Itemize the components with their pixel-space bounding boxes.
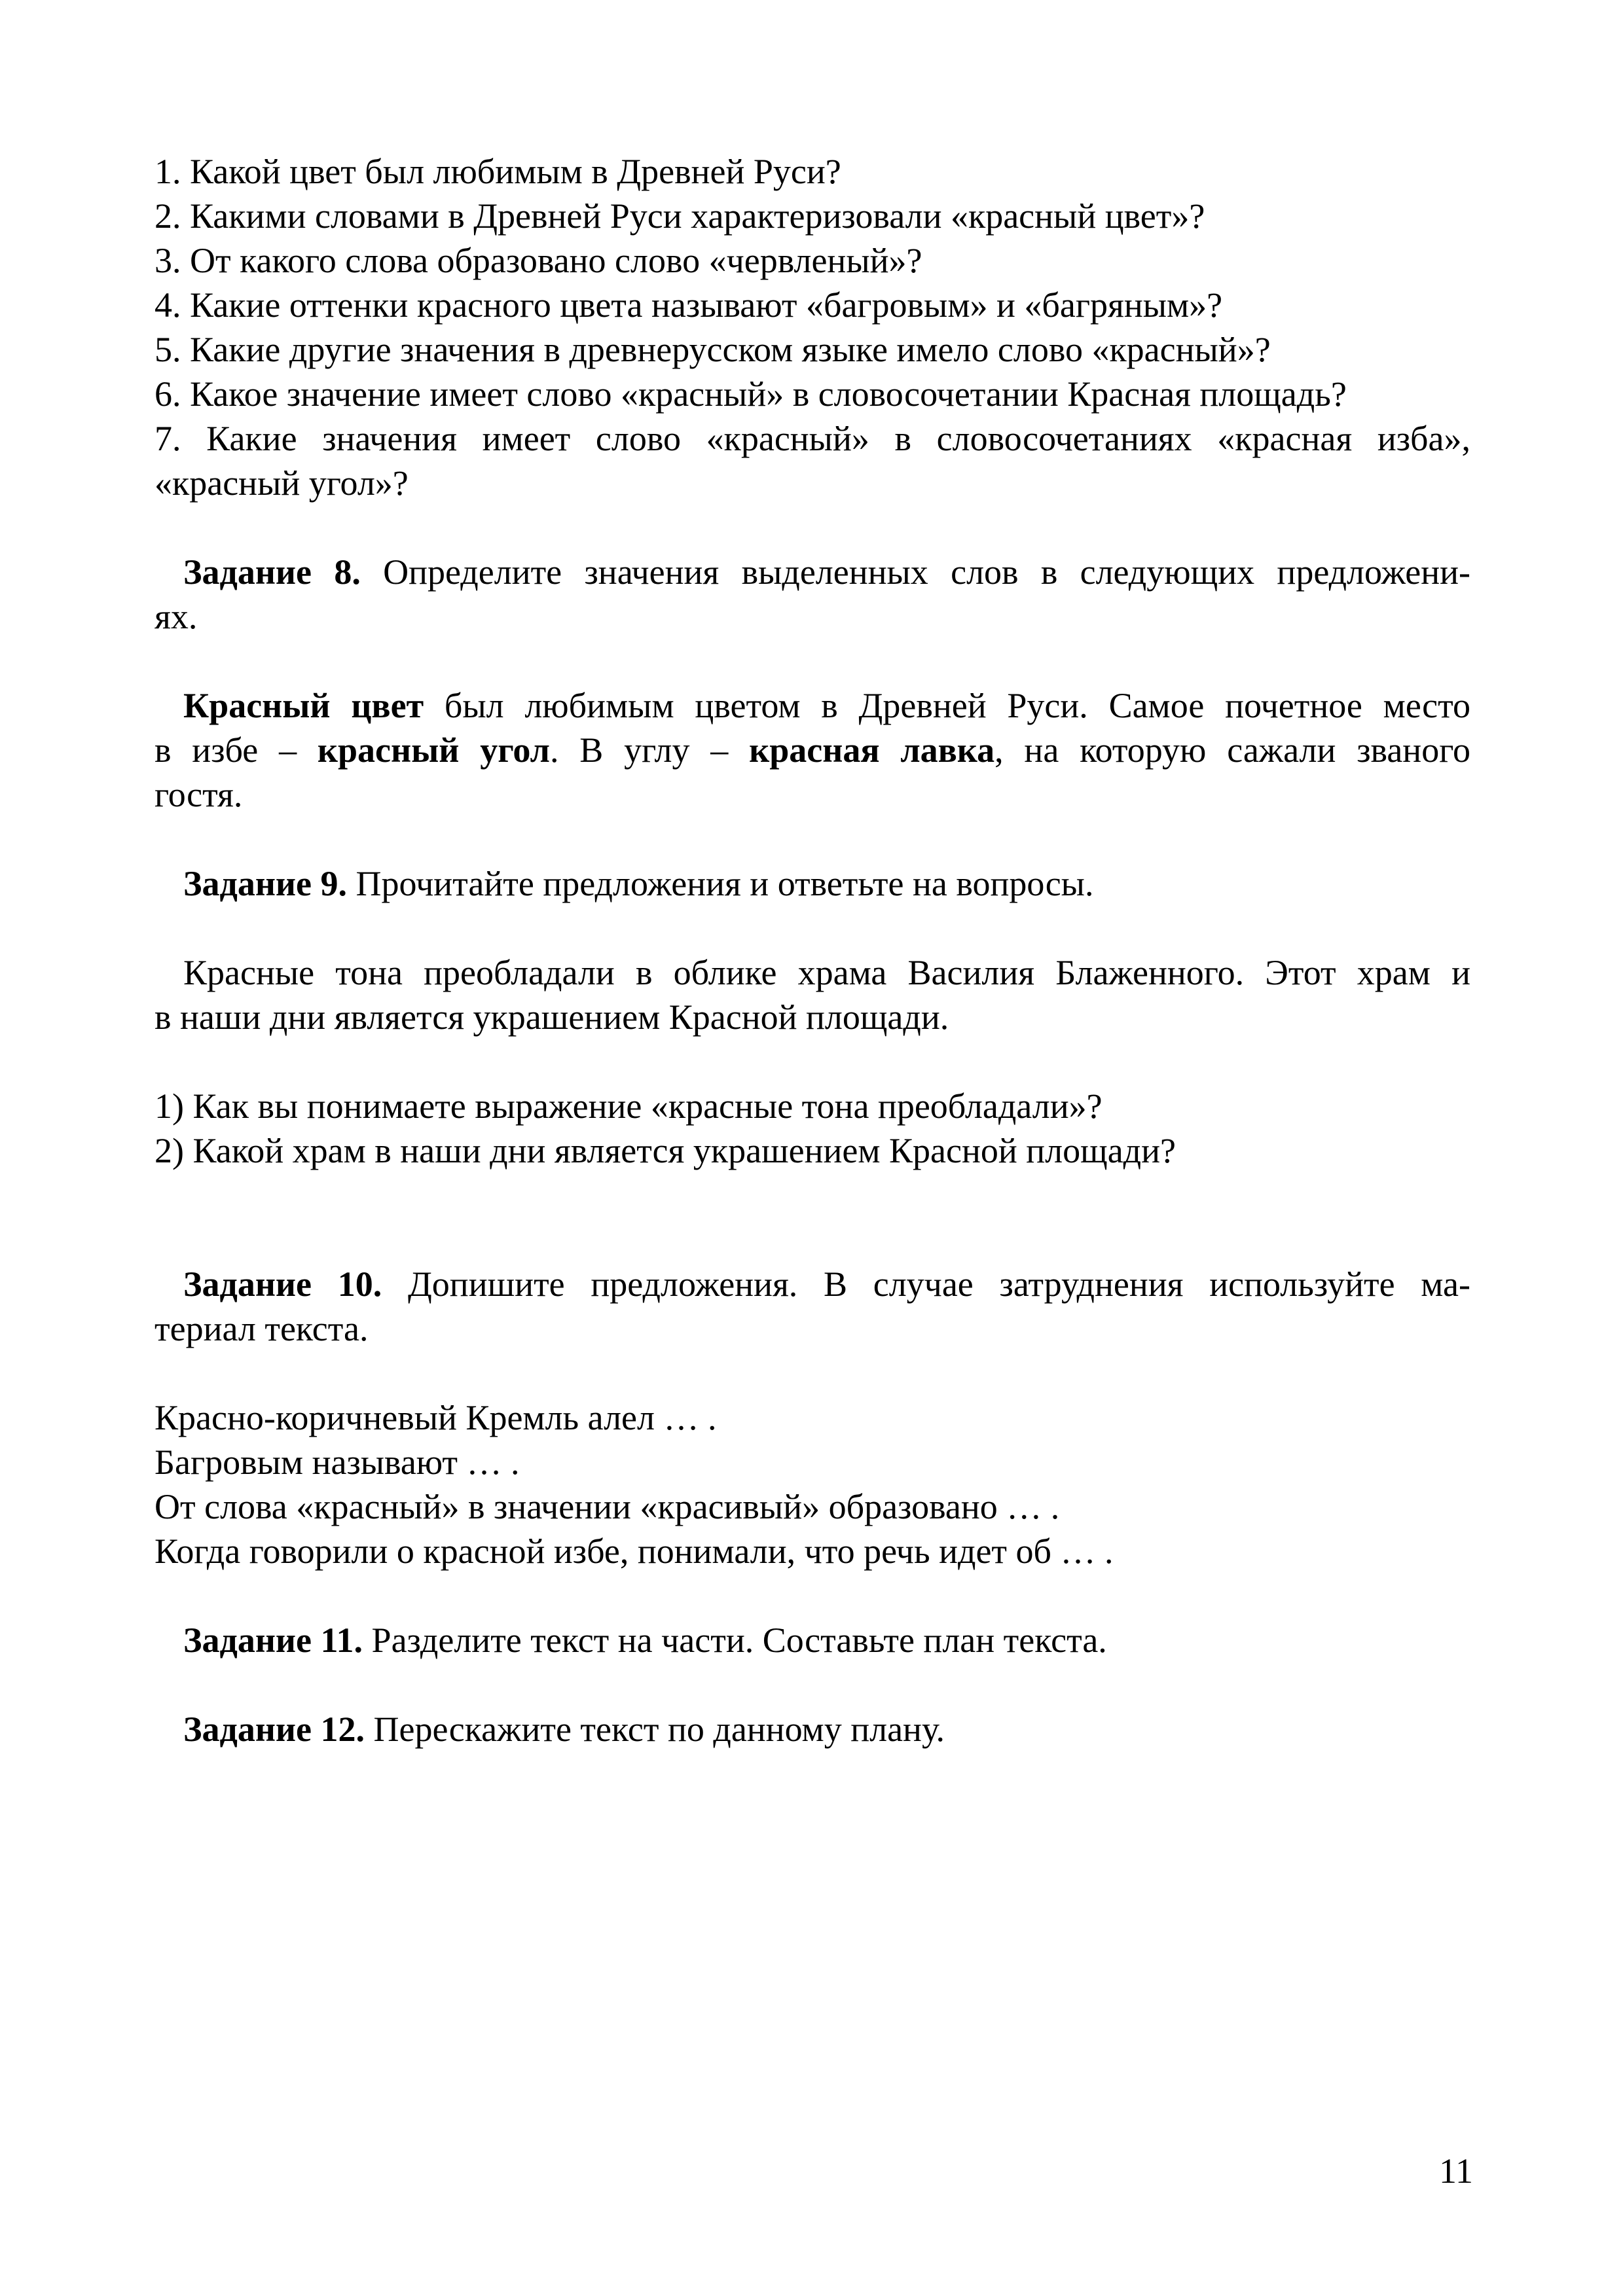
paragraph-9-line-1: Красные тона преобладали в облике храма Василия Блаженного. Этот храм и: [183, 953, 1470, 992]
task-10-text: Допишите предложения. В случае затруднения используйте ма-: [382, 1265, 1471, 1304]
task-9-text: Прочитайте предложения и ответьте на вопросы.: [347, 864, 1094, 903]
sentence-item: От слова «красный» в значении «красивый» образовано … .: [155, 1487, 1060, 1526]
task-9: [155, 861, 1470, 906]
sentences-10: [155, 1395, 1470, 1573]
page-content: [155, 149, 1470, 1751]
task-10-line-1: [155, 1262, 1470, 1306]
questions-list: [155, 149, 1470, 505]
task-8: [155, 550, 1470, 639]
question-item: 1. Какой цвет был любимым в Древней Руси?: [155, 152, 841, 191]
task-8-label: Задание 8.: [183, 552, 361, 592]
sentence-item: Когда говорили о красной избе, понимали, что речь идет об … .: [155, 1532, 1114, 1571]
paragraph-9-line-2: в наши дни является украшением Красной площади.: [155, 997, 949, 1037]
task-12: [155, 1707, 1470, 1751]
paragraph-9: [155, 950, 1470, 1039]
task-8-line-2: ях.: [155, 597, 198, 636]
task-12-label: Задание 12.: [183, 1710, 365, 1749]
question-item: 2. Какими словами в Древней Руси характеризовали «красный цвет»?: [155, 196, 1205, 236]
paragraph-8-line-2: в избе – красный угол. В углу – красная лавка, на которую сажали званого: [155, 730, 1470, 770]
task-8-text: Определите значения выделенных слов в следующих предложени-: [360, 552, 1470, 592]
questions-9: [155, 1084, 1470, 1173]
task-11: [155, 1618, 1470, 1662]
highlight-term: красный угол: [317, 730, 550, 770]
question-item-continuation: «красный угол»?: [155, 463, 409, 503]
question-item: 1) Как вы понимаете выражение «красные тона преобладали»?: [155, 1086, 1103, 1126]
question-item: 6. Какое значение имеет слово «красный» в словосочетании Красная площадь?: [155, 374, 1347, 414]
sentence-item: Багровым называют … .: [155, 1443, 520, 1482]
task-9-label: Задание 9.: [183, 864, 348, 903]
task-11-text: Разделите текст на части. Составьте план текста.: [363, 1621, 1107, 1660]
task-10: [155, 1262, 1470, 1351]
highlight-term: Красный цвет: [183, 686, 424, 725]
question-item: 4. Какие оттенки красного цвета называют «багровым» и «багряным»?: [155, 285, 1223, 325]
page-number: 11: [1439, 2151, 1473, 2191]
paragraph-8-line-3: гостя.: [155, 775, 243, 814]
task-11-label: Задание 11.: [183, 1621, 363, 1660]
paragraph-8: [155, 683, 1470, 817]
question-item: 5. Какие другие значения в древнерусском языке имело слово «красный»?: [155, 330, 1271, 369]
sentence-item: Красно-коричневый Кремль алел … .: [155, 1398, 717, 1437]
paragraph-8-line-1: Красный цвет был любимым цветом в Древней Руси. Самое почетное место: [183, 686, 1470, 725]
question-item: 2) Какой храм в наши дни является украшением Красной площади?: [155, 1131, 1176, 1170]
task-10-label: Задание 10.: [183, 1265, 382, 1304]
highlight-term: красная лавка: [749, 730, 995, 770]
task-12-text: Перескажите текст по данному плану.: [365, 1710, 945, 1749]
question-item: 7. Какие значения имеет слово «красный» в словосочетаниях «красная изба»,: [155, 419, 1470, 458]
question-item: 3. От какого слова образовано слово «червленый»?: [155, 241, 922, 280]
task-10-line-2: териал текста.: [155, 1309, 369, 1348]
task-8-line-1: [155, 550, 1470, 594]
